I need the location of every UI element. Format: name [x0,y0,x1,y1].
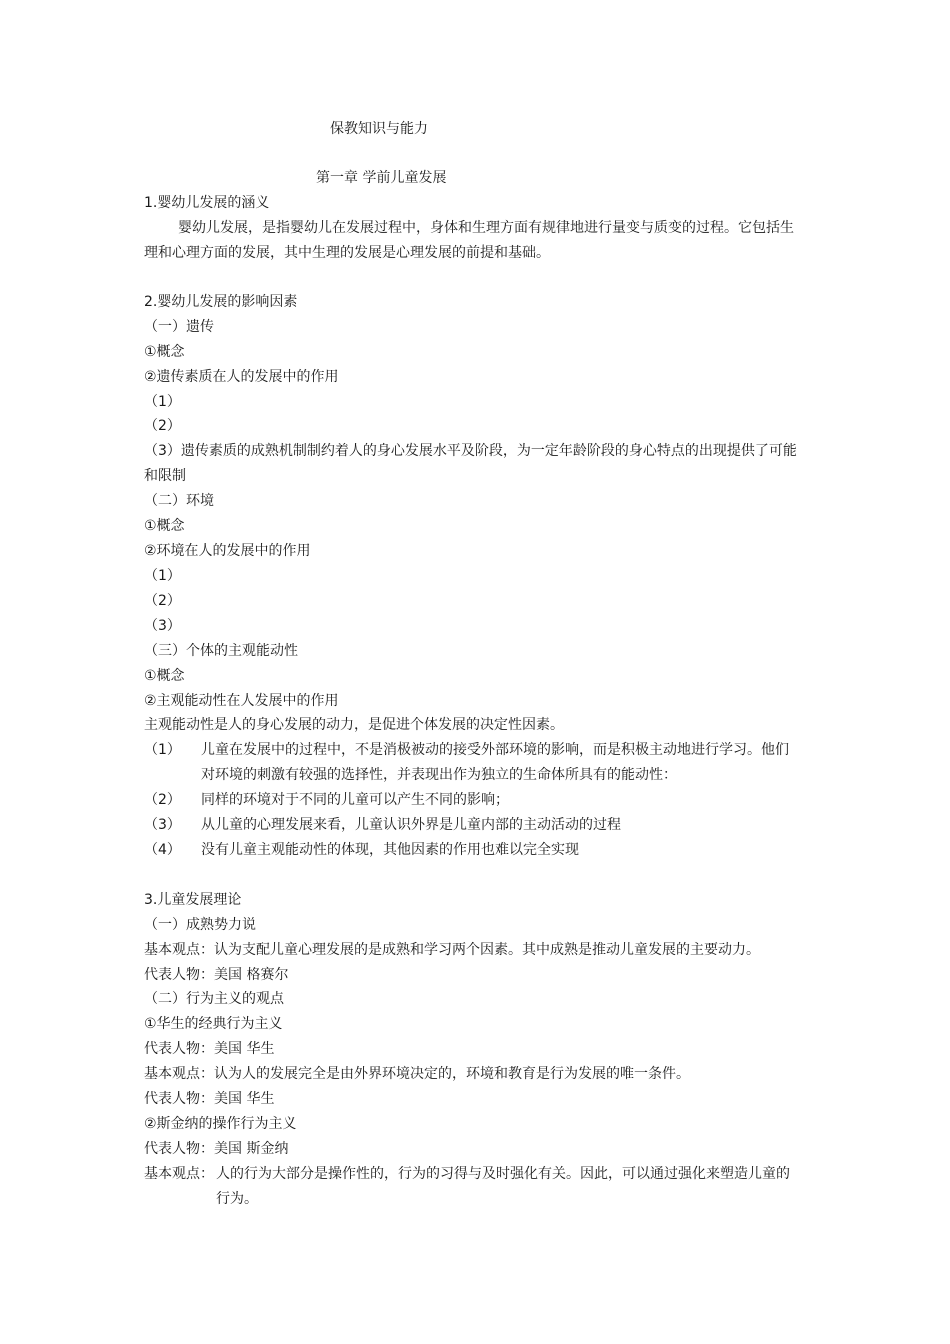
numbered-item-number: （1） [144,742,181,758]
paragraph-line: 代表人物：美国 华生 [144,1091,275,1107]
subheading: （一）成熟势力说 [144,917,256,933]
list-item: ②斯金纳的操作行为主义 [144,1116,297,1132]
list-item: ②主观能动性在人发展中的作用 [144,693,339,709]
paragraph-line: 行为。 [216,1191,258,1207]
document-title: 保教知识与能力 [330,121,428,137]
numbered-item-text: 没有儿童主观能动性的体现，其他因素的作用也难以完全实现 [201,842,579,858]
list-item: ②环境在人的发展中的作用 [144,543,311,559]
paragraph-line: 人的行为大部分是操作性的，行为的习得与及时强化有关。因此，可以通过强化来塑造儿童的 [216,1166,790,1182]
numbered-item-text: 从儿童的心理发展来看，儿童认识外界是儿童内部的主动活动的过程 [201,817,621,833]
numbered-item-number: （2） [144,792,181,808]
numbered-item-text: 对环境的刺激有较强的选择性，并表现出作为独立的生命体所具有的能动性： [201,767,677,783]
list-item: （3） [144,618,181,634]
subheading: （一）遗传 [144,319,214,335]
list-item: （3）遗传素质的成熟机制制约着人的身心发展水平及阶段，为一定年龄阶段的身心特点的出现提供了可能 [144,443,797,459]
paragraph-line: 代表人物：美国 华生 [144,1041,275,1057]
section-heading-3: 3.儿童发展理论 [144,892,242,908]
label: 基本观点： [144,1166,214,1182]
paragraph-line: 代表人物：美国 斯金纳 [144,1141,289,1157]
subheading: （二）行为主义的观点 [144,991,284,1007]
section-heading-1: 1.婴幼儿发展的涵义 [144,195,270,211]
list-item: ①概念 [144,668,185,684]
paragraph-line: 代表人物：美国 格赛尔 [144,967,289,983]
numbered-item-number: （4） [144,842,181,858]
list-item: ①华生的经典行为主义 [144,1016,283,1032]
numbered-item-text: 儿童在发展中的过程中，不是消极被动的接受外部环境的影响，而是积极主动地进行学习。他们 [201,742,789,758]
list-item: ①概念 [144,518,185,534]
paragraph-line: 主观能动性是人的身心发展的动力，是促进个体发展的决定性因素。 [144,717,564,733]
list-item: （2） [144,418,181,434]
paragraph-line: 基本观点：认为支配儿童心理发展的是成熟和学习两个因素。其中成熟是推动儿童发展的主要动力。 [144,942,760,958]
list-item: ②遗传素质在人的发展中的作用 [144,369,339,385]
subheading: （二）环境 [144,493,214,509]
paragraph-line: 基本观点：认为人的发展完全是由外界环境决定的，环境和教育是行为发展的唯一条件。 [144,1066,690,1082]
paragraph-line: 理和心理方面的发展，其中生理的发展是心理发展的前提和基础。 [144,245,550,261]
chapter-heading: 第一章 学前儿童发展 [316,170,447,186]
list-item: （1） [144,568,181,584]
numbered-item-text: 同样的环境对于不同的儿童可以产生不同的影响； [201,792,509,808]
paragraph-line: 婴幼儿发展，是指婴幼儿在发展过程中，身体和生理方面有规律地进行量变与质变的过程。它包括生 [178,220,794,236]
list-item: （1） [144,394,181,410]
list-item: （2） [144,593,181,609]
subheading: （三）个体的主观能动性 [144,643,298,659]
list-item: ①概念 [144,344,185,360]
numbered-item-number: （3） [144,817,181,833]
section-heading-2: 2.婴幼儿发展的影响因素 [144,294,298,310]
list-item-continuation: 和限制 [144,468,186,484]
